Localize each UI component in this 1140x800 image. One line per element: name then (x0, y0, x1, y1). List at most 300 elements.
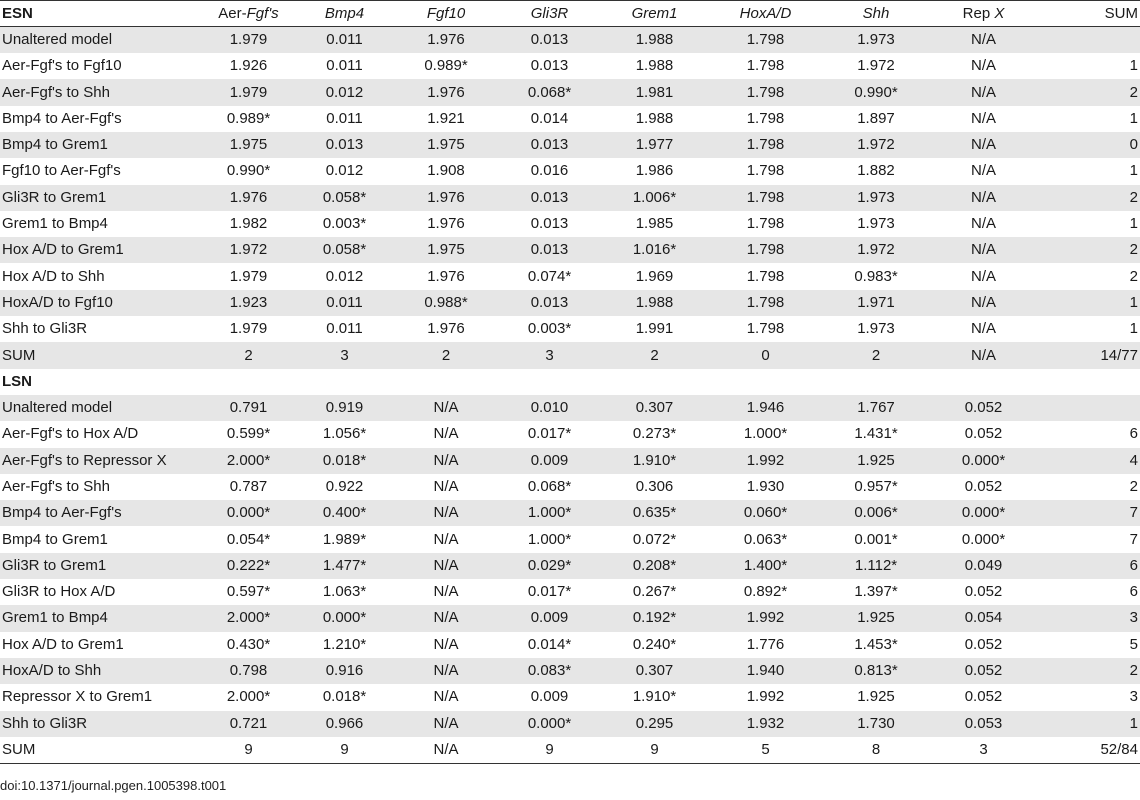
table-cell: 1.926 (229, 57, 268, 75)
table-cell: 0.988* (424, 293, 468, 311)
section-heading-esn: ESN (2, 4, 33, 22)
table-cell: 0.012 (325, 83, 364, 101)
sum-cell: 2 (1129, 83, 1138, 101)
row-label: Aer-Fgf's to Shh (2, 477, 110, 495)
table-cell: 0.011 (326, 57, 363, 75)
sum-cell: 2 (1129, 241, 1138, 259)
table-cell: 1.925 (857, 609, 895, 627)
table-cell: N/A (433, 740, 459, 758)
table-cell: 0.306 (635, 477, 674, 495)
row-label: Bmp4 to Aer-Fgf's (2, 109, 122, 127)
sum-cell: 0 (1129, 136, 1138, 154)
table-cell: 1.992 (746, 688, 785, 706)
table-cell: 0.052 (964, 635, 1003, 653)
table-cell: 0.052 (964, 477, 1003, 495)
table-cell: N/A (433, 451, 459, 469)
table-cell: 0.400* (322, 504, 367, 522)
table-cell: 1.798 (746, 241, 785, 259)
row-label: Gli3R to Grem1 (2, 188, 107, 206)
table-cell: 1.975 (427, 241, 465, 259)
table-cell: 0.813* (854, 662, 898, 680)
table-cell: 0.791 (229, 399, 268, 417)
table-cell: 0.052 (964, 399, 1003, 417)
table-cell: 1.989* (322, 530, 367, 548)
table-cell: 1.988 (635, 31, 674, 49)
table-cell: 0.013 (530, 215, 569, 233)
table-cell: 1.882 (857, 162, 895, 180)
table-cell: 1.798 (746, 31, 785, 49)
table-cell: N/A (433, 688, 459, 706)
table-cell: 9 (545, 740, 554, 758)
table-cell: 1.976 (427, 188, 465, 206)
table-cell: 0.919 (325, 399, 364, 417)
table-cell: 0.001* (854, 530, 898, 548)
table-cell: 1.910* (632, 451, 677, 469)
column-header (929, 1, 1036, 27)
table-cell: 1.979 (229, 267, 268, 285)
table-cell: 0.052 (964, 688, 1003, 706)
table-cell: 0.787 (229, 477, 268, 495)
table-cell: 1.976 (229, 188, 268, 206)
table-cell: 1.988 (635, 109, 674, 127)
table-cell: 1.992 (746, 609, 785, 627)
table-cell: 0.013 (530, 31, 569, 49)
table-cell: 0.003* (322, 215, 367, 233)
table-row (0, 79, 1140, 105)
table-cell: 1.000* (527, 504, 572, 522)
row-label: SUM (2, 740, 36, 758)
table-cell: 0.983* (854, 267, 898, 285)
table-cell: 0.009 (530, 688, 569, 706)
table-row (0, 158, 1140, 184)
table-cell: 1.798 (746, 267, 785, 285)
table-header-row (0, 1, 1140, 27)
table-cell: 1.972 (229, 241, 268, 259)
table-cell: 0.006* (854, 504, 898, 522)
table-cell: N/A (433, 662, 459, 680)
table-cell: 0.307 (635, 399, 674, 417)
header-text-italic: Shh (862, 4, 890, 22)
table-cell: 1.976 (427, 320, 465, 338)
header-text-italic: X (994, 4, 1005, 22)
table-cell: 0.011 (326, 293, 363, 311)
table-cell: 0.989* (226, 109, 271, 127)
table-cell: 1.921 (427, 109, 465, 127)
table-cell: 0.017* (527, 425, 572, 443)
sum-cell: 1 (1129, 215, 1138, 233)
column-header (821, 1, 929, 27)
row-label: Aer-Fgf's to Shh (2, 83, 110, 101)
sum-cell: 7 (1129, 504, 1138, 522)
sum-cell: 2 (1129, 188, 1138, 206)
table-cell: 1.992 (746, 451, 785, 469)
table-cell: 0.052 (964, 425, 1003, 443)
table-cell: 1.910* (632, 688, 677, 706)
table-cell: 1.477* (322, 556, 367, 574)
section-heading: LSN (2, 372, 32, 390)
table-cell: 9 (340, 740, 349, 758)
table-row (0, 474, 1140, 500)
doi-caption: doi:10.1371/journal.pgen.1005398.t001 (0, 778, 227, 793)
table-row (0, 342, 1140, 368)
table-cell: 2.000* (226, 451, 271, 469)
table-body (0, 27, 1140, 763)
table-cell: 0.222* (226, 556, 271, 574)
table-cell: 3 (545, 346, 554, 364)
table-row (0, 237, 1140, 263)
table-cell: 8 (871, 740, 881, 758)
table-row (0, 395, 1140, 421)
row-label: Hox A/D to Shh (2, 267, 105, 285)
table-cell: 0.957* (854, 477, 898, 495)
row-label: Grem1 to Bmp4 (2, 609, 108, 627)
table-cell: N/A (970, 215, 996, 233)
table-cell: 0.597* (226, 583, 271, 601)
column-header (1036, 1, 1140, 27)
table-row (0, 448, 1140, 474)
table-row (0, 711, 1140, 737)
table-cell: 1.767 (857, 399, 895, 417)
table-cell: 0.012 (325, 162, 364, 180)
sum-cell: 1 (1129, 320, 1138, 338)
table-cell: 0.000* (961, 530, 1006, 548)
table-cell: 0.922 (325, 477, 364, 495)
table-cell: 1.986 (635, 162, 674, 180)
table-cell: 0.074* (527, 267, 572, 285)
table-cell: 0.966 (325, 714, 364, 732)
row-label: Aer-Fgf's to Fgf10 (2, 57, 122, 75)
table-cell: 2 (441, 346, 451, 364)
table-cell: 1.016* (632, 241, 677, 259)
row-label: Shh to Gli3R (2, 714, 88, 732)
header-text-italic: Gli3R (530, 4, 569, 22)
sum-cell: 6 (1129, 583, 1138, 601)
table-cell: 0.013 (530, 188, 569, 206)
table-cell: 0.892* (743, 583, 788, 601)
table-cell: N/A (433, 504, 459, 522)
header-text-italic: HoxA/D (739, 4, 792, 22)
table-cell: N/A (970, 320, 996, 338)
table-row (0, 526, 1140, 552)
column-header (599, 1, 708, 27)
table-cell: 1.977 (635, 136, 674, 154)
table-cell: 0.430* (226, 635, 271, 653)
sum-cell: 1 (1129, 293, 1138, 311)
table-cell: 0.054 (964, 609, 1003, 627)
table-cell: 0.011 (326, 320, 363, 338)
column-header (708, 1, 821, 27)
column-header (295, 1, 392, 27)
table-cell: 1.897 (857, 109, 895, 127)
table-cell: 0.011 (326, 31, 363, 49)
table-row (0, 290, 1140, 316)
table-cell: 1.973 (857, 215, 895, 233)
table-cell: 0.003* (527, 320, 572, 338)
row-label: Unaltered model (2, 31, 113, 49)
sum-cell: 1 (1129, 714, 1138, 732)
table-cell: 0.798 (229, 662, 268, 680)
table-cell: 0.273* (632, 425, 677, 443)
table-row (0, 500, 1140, 526)
table-cell: 1.798 (746, 83, 785, 101)
sum-cell (1036, 395, 1140, 421)
table-cell: 1.798 (746, 215, 785, 233)
table-cell: 0.013 (530, 293, 569, 311)
table-cell: 1.979 (229, 83, 268, 101)
header-text: Aer- (218, 4, 247, 22)
table-cell: 0.990* (854, 83, 898, 101)
table-row (0, 27, 1140, 53)
table-cell: 2 (871, 346, 881, 364)
table-cell: 0.058* (322, 241, 367, 259)
table-cell: 0.295 (635, 714, 674, 732)
table-cell: N/A (433, 530, 459, 548)
table-cell: 1.973 (857, 188, 895, 206)
table-cell: 1.981 (635, 83, 674, 101)
table-cell: 1.982 (229, 215, 268, 233)
table-cell: 1.976 (427, 31, 465, 49)
table-cell: 9 (244, 740, 253, 758)
sum-cell: 52/84 (1100, 740, 1138, 758)
table-cell: N/A (970, 57, 996, 75)
table-row (0, 106, 1140, 132)
table-cell: N/A (433, 635, 459, 653)
table-cell: 9 (650, 740, 659, 758)
table-cell: 1.930 (746, 477, 785, 495)
table-cell: N/A (433, 399, 459, 417)
header-text-italic: Grem1 (631, 4, 678, 22)
row-label: Unaltered model (2, 399, 113, 417)
table-row (0, 211, 1140, 237)
row-label: Aer-Fgf's to Hox A/D (2, 425, 139, 443)
table-cell: 0.011 (326, 109, 363, 127)
sum-cell: 1 (1129, 162, 1138, 180)
table-cell: 1.976 (427, 267, 465, 285)
table-cell: 1.969 (635, 267, 674, 285)
section-heading-row (0, 369, 1140, 395)
table-cell: N/A (970, 136, 996, 154)
table-cell: 1.776 (746, 635, 785, 653)
table-cell: 1.979 (229, 320, 268, 338)
table-cell: 0.009 (530, 609, 569, 627)
table-cell: 1.798 (746, 320, 785, 338)
table-cell: 0.989* (424, 57, 468, 75)
table-cell: N/A (970, 83, 996, 101)
header-text-italic: Bmp4 (324, 4, 365, 22)
table-cell: 0.052 (964, 583, 1003, 601)
table-cell: 0.721 (229, 714, 268, 732)
table-cell: 0.000* (961, 504, 1006, 522)
table-cell: N/A (433, 714, 459, 732)
table-cell: 0.060* (743, 504, 788, 522)
table-cell: 0.013 (325, 136, 364, 154)
table-cell: 0.013 (530, 241, 569, 259)
table-cell: 1.976 (427, 83, 465, 101)
table-cell: 0.058* (322, 188, 367, 206)
table-cell: 1.975 (229, 136, 268, 154)
table-cell: 0.052 (964, 662, 1003, 680)
table-cell: 1.972 (857, 241, 895, 259)
table-cell: 3 (340, 346, 349, 364)
table-cell: N/A (970, 162, 996, 180)
table-row (0, 605, 1140, 631)
table-row (0, 632, 1140, 658)
table-cell: 0.635* (632, 504, 677, 522)
column-header (498, 1, 599, 27)
table-cell: 1.798 (746, 57, 785, 75)
table-row (0, 185, 1140, 211)
table-cell: N/A (433, 609, 459, 627)
table-row (0, 684, 1140, 710)
table-cell: 0.000* (322, 609, 367, 627)
table-cell: 0.017* (527, 583, 572, 601)
table-cell: 1.397* (854, 583, 898, 601)
table-cell: 2.000* (226, 688, 271, 706)
sum-cell: 6 (1129, 425, 1138, 443)
table-cell: 1.908 (427, 162, 465, 180)
row-label: Hox A/D to Grem1 (2, 241, 124, 259)
row-label: Gli3R to Grem1 (2, 556, 107, 574)
table-cell: 1.940 (746, 662, 785, 680)
table-row (0, 316, 1140, 342)
table-row (0, 658, 1140, 684)
column-header (392, 1, 498, 27)
table-cell: N/A (433, 425, 459, 443)
table-cell: 1.925 (857, 688, 895, 706)
table-cell: 0.018* (322, 451, 367, 469)
sum-cell: 4 (1129, 451, 1138, 469)
table-cell: 1.063* (322, 583, 367, 601)
table-cell: N/A (433, 556, 459, 574)
table-cell: 0.083* (527, 662, 572, 680)
sum-cell: 6 (1129, 556, 1138, 574)
table-cell: 0.000* (226, 504, 271, 522)
table-cell: N/A (970, 267, 996, 285)
table-cell: N/A (970, 293, 996, 311)
row-label: Bmp4 to Aer-Fgf's (2, 504, 122, 522)
table-cell: 3 (979, 740, 988, 758)
table-cell: 0.014 (530, 109, 569, 127)
sum-cell: 7 (1129, 530, 1138, 548)
table-cell: 1.985 (635, 215, 674, 233)
table-row (0, 553, 1140, 579)
row-label: Repressor X to Grem1 (2, 688, 153, 706)
table-cell: 1.210* (322, 635, 367, 653)
row-label: Fgf10 to Aer-Fgf's (2, 162, 121, 180)
table-cell: 5 (761, 740, 770, 758)
sum-cell: 2 (1129, 267, 1138, 285)
table-cell: 1.932 (746, 714, 785, 732)
table-cell: 2.000* (226, 609, 271, 627)
table-cell: 0.000* (961, 451, 1006, 469)
column-header (200, 1, 295, 27)
table-cell: 0.192* (632, 609, 677, 627)
table-cell: 1.972 (857, 57, 895, 75)
table-cell: 1.975 (427, 136, 465, 154)
table-cell: 1.976 (427, 215, 465, 233)
table-cell: 0.068* (527, 477, 572, 495)
sum-cell: 1 (1129, 57, 1138, 75)
table-cell: 1.000* (743, 425, 788, 443)
table-cell: 1.798 (746, 162, 785, 180)
table-cell: 1.988 (635, 293, 674, 311)
table-cell: 1.991 (635, 320, 674, 338)
table-cell: 0.072* (632, 530, 677, 548)
table-cell: 0.013 (530, 57, 569, 75)
header-text: Rep (962, 4, 995, 22)
table-cell: 0.013 (530, 136, 569, 154)
header-text-italic: Fgf10 (426, 4, 466, 22)
table-cell: 1.972 (857, 136, 895, 154)
table-cell: 1.112* (854, 556, 898, 574)
table-cell: 1.400* (743, 556, 788, 574)
table-cell: N/A (970, 31, 996, 49)
table-cell: N/A (433, 583, 459, 601)
table-cell: 0.014* (527, 635, 572, 653)
row-label: SUM (2, 346, 36, 364)
row-label: Shh to Gli3R (2, 320, 88, 338)
table-cell: 0.029* (527, 556, 572, 574)
table-cell: 0.307 (635, 662, 674, 680)
table-cell: 2 (650, 346, 659, 364)
table-cell: 0.054* (226, 530, 271, 548)
table-cell: 0.240* (632, 635, 677, 653)
table-cell: 0.990* (226, 162, 271, 180)
table-cell: 1.923 (229, 293, 268, 311)
table-cell: 1.056* (322, 425, 367, 443)
table-cell: N/A (970, 109, 996, 127)
table-cell: 1.431* (854, 425, 898, 443)
table-cell: 0.916 (325, 662, 364, 680)
table-cell: 1.453* (854, 635, 898, 653)
row-label: Aer-Fgf's to Repressor X (2, 451, 167, 469)
header-text: SUM (1104, 4, 1138, 22)
table-cell: 1.730 (857, 714, 895, 732)
table-cell: 0.018* (322, 688, 367, 706)
sum-cell (1036, 27, 1140, 53)
table-cell: N/A (433, 477, 459, 495)
table-row (0, 421, 1140, 447)
table-cell: 1.798 (746, 136, 785, 154)
table-cell: 1.973 (857, 31, 895, 49)
table-cell: 1.946 (746, 399, 785, 417)
sum-cell: 2 (1129, 662, 1138, 680)
row-label: Grem1 to Bmp4 (2, 215, 108, 233)
table-cell: 0.599* (226, 425, 271, 443)
row-label: HoxA/D to Shh (2, 662, 102, 680)
sum-cell: 1 (1129, 109, 1138, 127)
table-cell: N/A (970, 241, 996, 259)
table-cell: 0.053 (964, 714, 1003, 732)
table-cell: N/A (970, 346, 996, 364)
row-label: Bmp4 to Grem1 (2, 530, 108, 548)
table-row (0, 579, 1140, 605)
table-cell: 0.000* (527, 714, 572, 732)
table-cell: 1.973 (857, 320, 895, 338)
table-cell: 0.063* (743, 530, 788, 548)
table-cell: 1.971 (857, 293, 895, 311)
row-label: Bmp4 to Grem1 (2, 136, 108, 154)
row-label: Gli3R to Hox A/D (2, 583, 116, 601)
table-cell: 1.979 (229, 31, 268, 49)
table-cell: 1.000* (527, 530, 572, 548)
table-row (0, 737, 1140, 763)
sum-cell: 3 (1129, 609, 1138, 627)
table-cell: 0 (761, 346, 770, 364)
table-cell: 1.798 (746, 188, 785, 206)
table-cell: 0.016 (530, 162, 569, 180)
table-row (0, 53, 1140, 79)
